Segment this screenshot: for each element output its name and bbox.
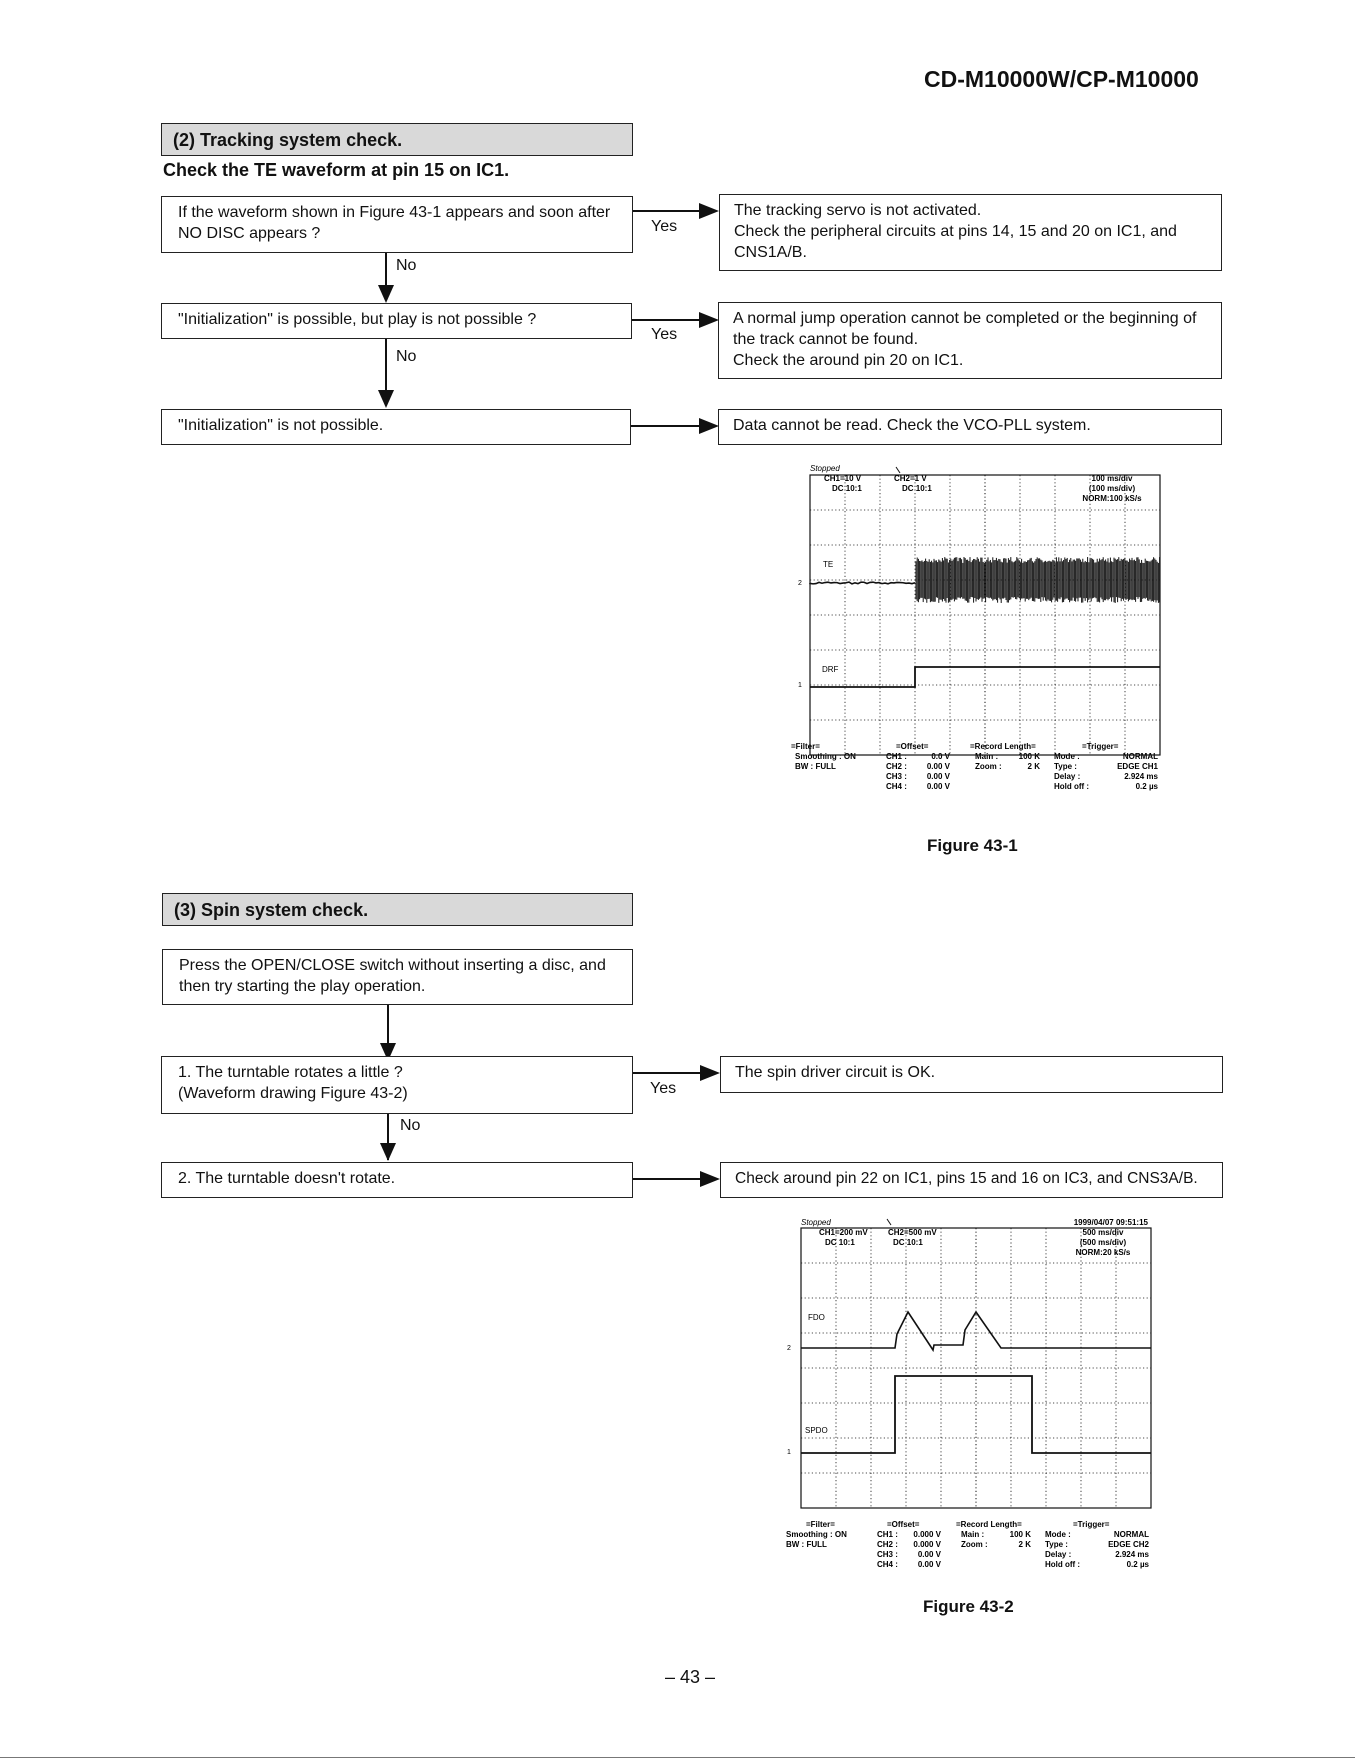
ch-marker: 2 [798,580,802,587]
param-name: CH4 : [886,782,907,791]
trace-label-te: TE [823,560,834,569]
scope-display [790,460,1170,830]
tracking-question-1 [161,196,633,253]
arrow-down-icon [380,1143,396,1161]
offset-title: =Offset= [887,1520,920,1529]
text-line: NO DISC appears ? [178,225,321,242]
figure-caption-43-1: Figure 43-1 [927,836,1018,855]
scope-datetime: 1999/04/07 09:51:15 [1073,1218,1148,1227]
param-name: Type : [1045,1540,1068,1549]
ch-marker: 1 [798,682,802,689]
tracking-question-3 [161,409,631,445]
param-value: 0.00 V [926,782,950,791]
sample-rate: NORM:100 kS/s [1082,494,1142,503]
param-name: Main : [961,1530,985,1539]
ch1-setting: CH1=10 V [824,474,862,483]
param-name: Delay : [1054,772,1081,781]
text-line: "Initialization" is possible, but play is not possible ? [178,311,537,328]
param-value: 0.2 µs [1126,1560,1149,1569]
connector-yes-1 [633,210,699,212]
page-number: – 43 – [665,1667,716,1687]
param-value: 2 K [1018,1540,1031,1549]
ch2-coupling: DC 10:1 [902,484,932,493]
connector-3 [631,425,699,427]
scope-status: Stopped [801,1218,831,1227]
param-name: CH1 : [886,752,907,761]
ch1-setting: CH1=200 mV [819,1228,868,1237]
param-value: 100 K [1018,752,1040,761]
ch2-setting: CH2=500 mV [888,1228,937,1237]
filter-bw: BW : FULL [786,1540,827,1549]
filter-title: =Filter= [806,1520,835,1529]
param-name: Type : [1054,762,1077,771]
param-value: 2.924 ms [1115,1550,1149,1559]
tracking-question-2 [161,303,632,339]
ch1-coupling: DC 10:1 [825,1238,855,1247]
trace-label-fdo: FDO [808,1313,825,1322]
arrow-right-icon [700,1065,720,1081]
arrow-right-icon [699,312,719,328]
connector-spin-2 [633,1178,700,1180]
offset-rows [886,752,951,791]
param-name: CH4 : [877,1560,898,1569]
model-title: CD-M10000W/CP-M10000 [924,66,1199,92]
text-line: If the waveform shown in Figure 43-1 appears and soon after [178,204,611,221]
param-value: NORMAL [1122,752,1158,761]
timebase-main: 500 ms/div [1082,1228,1124,1237]
trigger-title: =Trigger= [1082,742,1119,751]
param-name: Hold off : [1054,782,1090,791]
spin-question-2 [161,1162,633,1198]
record-title: =Record Length= [956,1520,1022,1529]
text-line: (Waveform drawing Figure 43-2) [178,1085,408,1102]
trigger-rows [1045,1530,1150,1569]
text-line: The spin driver circuit is OK. [735,1064,936,1081]
param-value: 2 K [1027,762,1040,771]
param-name: CH2 : [877,1540,898,1549]
scope-grid [810,475,1160,755]
param-value: 0.00 V [917,1560,941,1569]
param-value: 0.00 V [926,762,950,771]
trigger-rows [1054,752,1159,791]
tracking-instruction: Check the TE waveform at pin 15 on IC1. [163,160,510,180]
arrow-down-icon [378,390,394,408]
trace-label-drf: DRF [822,665,839,674]
param-name: Main : [975,752,999,761]
scope-grid [801,1228,1151,1508]
text-line: Check around pin 22 on IC1, pins 15 and 16 on IC3, and CNS3A/B. [735,1170,1198,1187]
arrow-down-icon [378,285,394,303]
tracking-answer-1 [719,194,1222,271]
sample-rate: NORM:20 kS/s [1075,1248,1131,1257]
filter-smoothing: Smoothing : ON [786,1530,847,1539]
section-title-spin: (3) Spin system check. [162,893,633,926]
param-name: CH1 : [877,1530,898,1539]
text-line: then try starting the play operation. [179,978,426,995]
no-label: No [396,348,417,365]
param-value: 0.000 V [913,1540,941,1549]
param-name: CH3 : [886,772,907,781]
connector-no-1 [385,253,387,285]
param-value: 0.2 µs [1135,782,1158,791]
text-line: Check the peripheral circuits at pins 14, 15 and 20 on IC1, and [734,223,1177,240]
text-line: the track cannot be found. [733,331,919,348]
param-value: NORMAL [1113,1530,1149,1539]
param-value: EDGE CH1 [1117,762,1158,771]
ch-marker: 2 [787,1345,791,1352]
te-trace-flat [810,582,915,584]
offset-title: =Offset= [896,742,929,751]
ch2-setting: CH2=1 V [894,474,927,483]
tracking-answer-3 [718,409,1222,445]
text-line: "Initialization" is not possible. [178,417,384,434]
text-line: Press the OPEN/CLOSE switch without inserting a disc, and [179,957,606,974]
connector-step-0 [387,1005,389,1043]
trigger-marker [896,467,900,473]
record-rows [961,1530,1031,1549]
timebase-zoom: (100 ms/div) [1088,484,1136,493]
no-label: No [400,1117,421,1134]
text-line: Data cannot be read. Check the VCO-PLL system. [733,417,1091,434]
tracking-answer-2 [718,302,1222,379]
arrow-right-icon [700,1171,720,1187]
param-name: CH3 : [877,1550,898,1559]
spin-step-0 [162,949,633,1005]
filter-title: =Filter= [791,742,820,751]
param-value: EDGE CH2 [1108,1540,1149,1549]
arrow-right-icon [699,418,719,434]
trace-label-spdo: SPDO [805,1426,828,1435]
param-name: Hold off : [1045,1560,1081,1569]
param-value: 0.00 V [926,772,950,781]
param-name: Delay : [1045,1550,1072,1559]
param-value: 0.0 V [931,752,950,761]
yes-label: Yes [650,1080,677,1097]
connector-yes-spin [633,1072,700,1074]
ch-marker: 1 [787,1449,791,1456]
figure-43-1-oscilloscope [790,460,1170,830]
connector-no-2 [385,339,387,390]
scope-status: Stopped [810,464,840,473]
param-value: 100 K [1009,1530,1031,1539]
text-line: A normal jump operation cannot be completed or the beginning of [733,310,1197,327]
spin-answer-2 [720,1162,1223,1198]
connector-yes-2 [632,319,699,321]
param-name: CH2 : [886,762,907,771]
scope-display [781,1215,1161,1585]
param-name: Zoom : [975,762,1002,771]
param-name: Mode : [1045,1530,1071,1539]
filter-smoothing: Smoothing : ON [795,752,856,761]
timebase-zoom: (500 ms/div) [1079,1238,1127,1247]
yes-label: Yes [651,326,678,343]
figure-43-2-oscilloscope [781,1215,1161,1585]
text-line: Check the around pin 20 on IC1. [733,352,964,369]
trigger-marker [887,1219,891,1225]
offset-rows [877,1530,942,1569]
ch1-coupling: DC 10:1 [832,484,862,493]
spin-question-1 [161,1056,633,1114]
param-name: Mode : [1054,752,1080,761]
param-value: 0.00 V [917,1550,941,1559]
param-value: 2.924 ms [1124,772,1158,781]
text-line: CNS1A/B. [734,244,807,261]
spin-answer-1 [720,1056,1223,1093]
arrow-right-icon [699,203,719,219]
param-name: Zoom : [961,1540,988,1549]
text-line: 2. The turntable doesn't rotate. [178,1170,396,1187]
record-title: =Record Length= [970,742,1036,751]
ch2-coupling: DC 10:1 [893,1238,923,1247]
yes-label: Yes [651,218,678,235]
text-line: The tracking servo is not activated. [734,202,982,219]
filter-bw: BW : FULL [795,762,836,771]
text-line: 1. The turntable rotates a little ? [178,1064,403,1081]
trigger-title: =Trigger= [1073,1520,1110,1529]
no-label: No [396,257,417,274]
section-title-tracking: (2) Tracking system check. [161,123,633,156]
param-value: 0.000 V [913,1530,941,1539]
timebase-main: 100 ms/div [1091,474,1133,483]
figure-caption-43-2: Figure 43-2 [923,1597,1014,1616]
